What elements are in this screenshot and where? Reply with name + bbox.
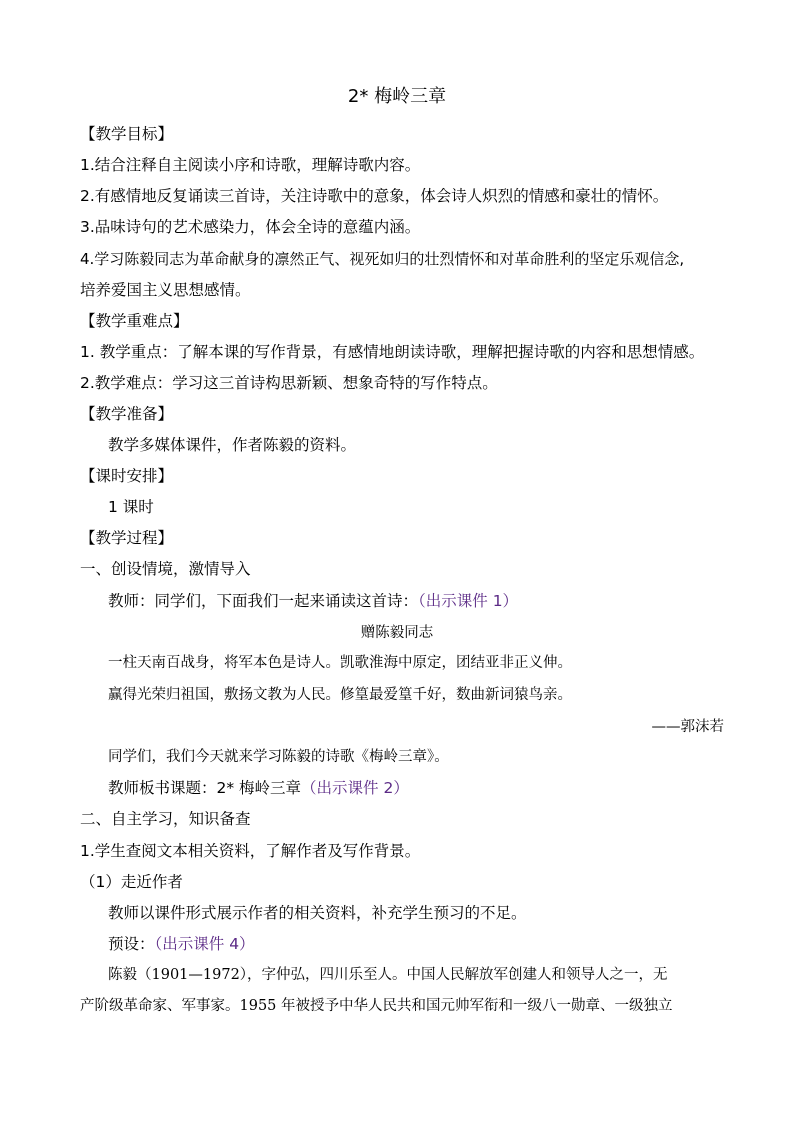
poem-line: 赢得光荣归祖国，敷扬文教为人民。修篁最爱篁千好，数曲新词猿鸟亲。 xyxy=(108,687,572,703)
objective-item: 4.学习陈毅同志为革命献身的凛然正气、视死如归的壮烈情怀和对革命胜利的坚定乐观信念, xyxy=(80,250,685,268)
bio-line: 产阶级革命家、军事家。1955 年被授予中华人民共和国元帅军衔和一级八一勋章、一级独立 xyxy=(80,998,673,1014)
step-1: 1.学生查阅文本相关资料，了解作者及写作背景。 xyxy=(80,842,421,860)
poem-author: ——郭沫若 xyxy=(651,719,724,735)
teacher-intro-line xyxy=(108,590,518,612)
sub-heading-author: （1）走近作者 xyxy=(80,873,183,891)
preset-line xyxy=(108,933,255,955)
objective-item: 1.结合注释自主阅读小序和诗歌，理解诗歌内容。 xyxy=(80,156,421,174)
heading-objectives: 【教学目标】 xyxy=(80,125,174,143)
teacher-intro-text: 教师：同学们，下面我们一起来诵读这首诗： xyxy=(108,592,419,610)
page-title: 2* 梅岭三章 xyxy=(347,86,447,107)
objective-item-continued: 培养爱国主义思想感情。 xyxy=(80,281,251,299)
poem-line: 一柱天南百战身，将军本色是诗人。凯歌淮海中原定，团结亚非正义伸。 xyxy=(108,655,572,671)
schedule-text: 1 课时 xyxy=(108,498,154,516)
key-point-item: 1. 教学重点：了解本课的写作背景，有感情地朗读诗歌，理解把握诗歌的内容和思想情感。 xyxy=(80,343,705,361)
heading-process: 【教学过程】 xyxy=(80,529,174,547)
heading-preparation: 【教学准备】 xyxy=(80,405,174,423)
board-title-text: 教师板书课题：2* 梅岭三章 xyxy=(108,779,302,797)
key-point-item: 2.教学难点：学习这三首诗构思新颖、想象奇特的写作特点。 xyxy=(80,374,498,392)
heading-key-points: 【教学重难点】 xyxy=(80,312,189,330)
objective-item: 3.品味诗句的艺术感染力，体会全诗的意蕴内涵。 xyxy=(80,218,421,236)
bio-line: 陈毅（1901—1972），字仲弘，四川乐至人。中国人民解放军创建人和领导人之一，无 xyxy=(108,967,668,983)
courseware-4-note: （出示课件 4） xyxy=(154,935,255,953)
teacher-show-line: 教师以课件形式展示作者的相关资料，补充学生预习的不足。 xyxy=(108,904,527,922)
students-line: 同学们，我们今天就来学习陈毅的诗歌《梅岭三章》。 xyxy=(108,749,449,765)
courseware-1-note: （出示课件 1） xyxy=(418,592,519,610)
objective-item: 2.有感情地反复诵读三首诗，关注诗歌中的意象，体会诗人炽烈的情感和豪壮的情怀。 xyxy=(80,187,669,205)
section-heading-2: 二、自主学习，知识备查 xyxy=(80,810,251,828)
heading-schedule: 【课时安排】 xyxy=(80,467,174,485)
courseware-2-note: （出示课件 2） xyxy=(301,779,409,797)
preset-label: 预设： xyxy=(108,935,155,953)
poem-title: 赠陈毅同志 xyxy=(360,625,434,641)
preparation-text: 教学多媒体课件，作者陈毅的资料。 xyxy=(108,436,357,454)
board-title-line xyxy=(108,777,409,799)
section-heading-1: 一、创设情境，激情导入 xyxy=(80,560,251,578)
